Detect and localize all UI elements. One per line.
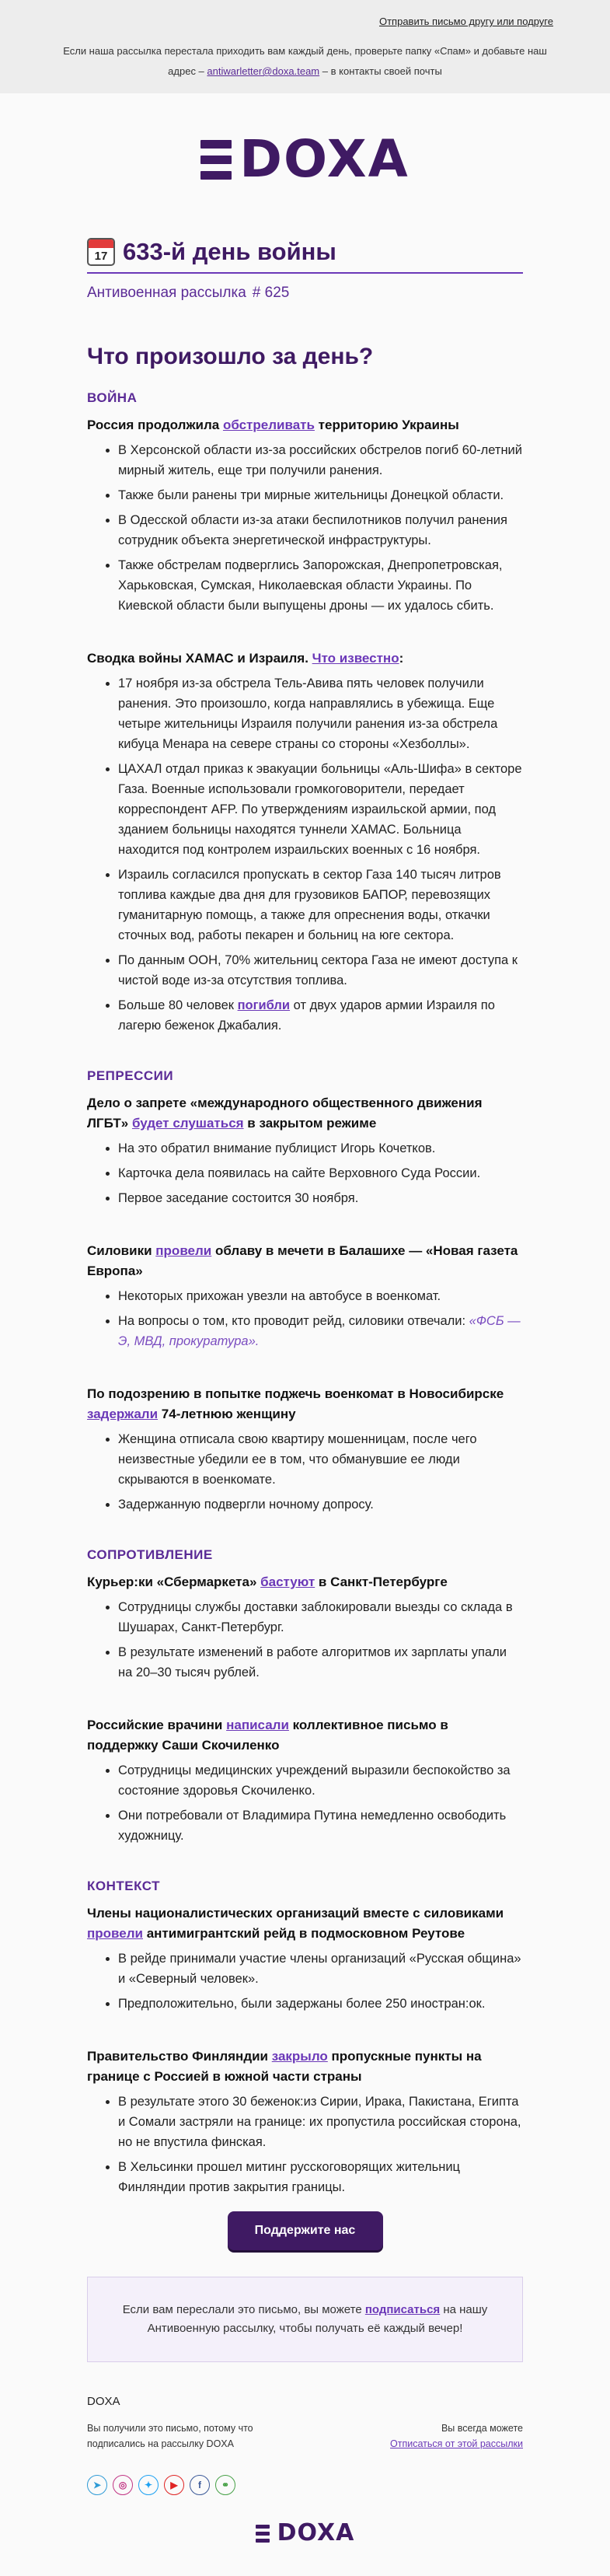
list-item: • Некоторых прихожан увезли на автобусе в военкомат. <box>118 1286 523 1306</box>
list-item: • В результате изменений в работе алгоритмов их зарплаты упали на 20–30 тысяч рублей. <box>118 1642 523 1683</box>
footer-logo-text: DOXA <box>277 2519 355 2546</box>
subscribe-box: Если вам переслали это письмо, вы можете подписаться на нашу Антивоенную рассылку, чтобы получать её каждый вечер! <box>87 2277 523 2362</box>
main-title: Что произошло за день? <box>87 344 374 369</box>
list-item: • В рейде принимали участие члены организаций «Русская община» и «Северный человек». <box>118 1949 523 1989</box>
bullet-list <box>87 1138 523 1208</box>
list-item: • Израиль согласился пропускать в сектор Газа 140 тысяч литров топлива каждые два дня для грузовиков БАПОР, перевозящих гуманитарную помощь, а также для опреснения воды, откачки сточных вод, работы пекарен и больниц на юге сектора. <box>118 865 523 945</box>
story-title: Члены националистических организаций вместе с силовиками провели антимигрантский рейд в подмосковном Реутове <box>87 1906 504 1941</box>
story-link[interactable]: Что известно <box>312 651 399 666</box>
list-item: • В результате этого 30 беженок:из Сирии, Ирака, Пакистана, Египта и Сомали застряли на границе: их пропустила российская сторона, но не впустила финская. <box>118 2092 523 2152</box>
story-title: Курьер:ки «Сбермаркета» бастуют в Санкт-Петербурге <box>87 1575 448 1589</box>
story-link[interactable]: провели <box>87 1926 143 1941</box>
list-item: • Сотрудницы медицинских учреждений выразили беспокойство за состояние здоровья Скочиленко. <box>118 1760 523 1801</box>
issue-number: # 625 <box>252 285 290 301</box>
list-item: • На это обратил внимание публицист Игорь Кочетков. <box>118 1138 523 1159</box>
story-link[interactable]: провели <box>155 1243 212 1258</box>
bullet-list <box>87 2092 523 2197</box>
story <box>87 1715 523 1846</box>
story-title: Правительство Финляндии закрыло пропускные пункты на границе с Россией в южной части страны <box>87 2049 482 2084</box>
email-preheader <box>0 0 610 93</box>
story-link[interactable]: погибли <box>237 998 291 1012</box>
calendar-icon: 17 <box>87 238 115 266</box>
spam-note <box>57 41 553 82</box>
unsubscribe-block <box>352 2420 523 2452</box>
category-context: КОНТЕКСТ <box>87 1879 160 1893</box>
bullet-list <box>87 1286 523 1351</box>
list-item: • В Одесской области из-за атаки беспилотников получил ранения сотрудник объекта энергетической инфраструктуры. <box>118 510 523 551</box>
unsubscribe-link[interactable]: Отписаться от этой рассылки <box>390 2438 523 2449</box>
story-title: Силовики провели облаву в мечети в Балашихе — «Новая газета Европа» <box>87 1243 518 1278</box>
facebook-icon[interactable]: f <box>190 2475 210 2495</box>
spam-note-text-end: – в контакты своей почты <box>322 65 442 77</box>
bullet-list <box>87 440 523 616</box>
header-logo[interactable] <box>87 93 523 210</box>
story-title: Дело о запрете «международного общественного движения ЛГБТ» будет слушаться в закрытом режиме <box>87 1096 483 1131</box>
footer-brand: DOXA <box>87 2395 120 2408</box>
telegram-icon[interactable]: ➤ <box>87 2475 107 2495</box>
list-item: • 17 ноября из-за обстрела Тель-Авива пять человек получили ранения. Это произошло, когда направлялись в убежища. Еще четыре жительницы Израиля получили ранения из-за обстрела кибуца Менара на севере страны со стороны «Хезболлы». <box>118 673 523 754</box>
instagram-icon[interactable]: ◎ <box>113 2475 133 2495</box>
story <box>87 1903 523 2014</box>
list-item: • Женщина отписала свою квартиру мошенницам, после чего неизвестные убедили ее в том, что обманувшие ее люди скрываются в военкомате. <box>118 1429 523 1490</box>
story-title: Сводка войны ХАМАС и Израиля. Что известно: <box>87 651 404 666</box>
story-link[interactable]: закрыло <box>271 2049 328 2064</box>
list-item: • Они потребовали от Владимира Путина немедленно освободить художницу. <box>118 1805 523 1846</box>
subscribe-link[interactable]: подписаться <box>364 2303 441 2316</box>
newsletter-subtitle <box>87 285 523 302</box>
list-item: • Карточка дела появилась на сайте Верховного Суда России. <box>118 1163 523 1183</box>
story <box>87 1241 523 1351</box>
footer-logo[interactable] <box>87 2519 523 2546</box>
doxa-logo-text: DOXA <box>239 129 410 189</box>
story <box>87 415 523 616</box>
list-item: • В Хельсинки прошел митинг русскоговорящих жительниц Финляндии против закрытия границы. <box>118 2157 523 2197</box>
story-title: Российские врачини написали коллективное письмо в поддержку Саши Скочиленко <box>87 1718 448 1753</box>
category-resistance: СОПРОТИВЛЕНИЕ <box>87 1547 213 1562</box>
story <box>87 648 523 1036</box>
day-title <box>87 238 523 274</box>
social-links <box>87 2475 523 2495</box>
list-item: • По данным ООН, 70% жительниц сектора Газа не имеют доступа к чистой воде из-за отсутствия топлива. <box>118 950 523 991</box>
newsletter-email-link[interactable]: antiwarletter@doxa.team <box>207 65 320 77</box>
story-link[interactable]: написали <box>226 1718 289 1732</box>
spam-note-text: Если наша рассылка перестала приходить вам каждый день, проверьте папку «Спам» и добавьте наш адрес – <box>63 45 547 77</box>
category-repressions: РЕПРЕССИИ <box>87 1068 174 1083</box>
story <box>87 1384 523 1515</box>
doxa-logo-mark-icon <box>200 140 232 180</box>
link-icon[interactable]: ⚭ <box>215 2475 235 2495</box>
doxa-logo-mark-icon <box>256 2525 270 2543</box>
list-item: • Также были ранены три мирные жительницы Донецкой области. <box>118 485 523 505</box>
bullet-list <box>87 673 523 1036</box>
footer-info <box>87 2420 523 2452</box>
story <box>87 1093 523 1208</box>
bullet-list <box>87 1949 523 2014</box>
day-title-text: 633-й день войны <box>123 238 336 265</box>
twitter-icon[interactable]: ✦ <box>138 2475 159 2495</box>
story <box>87 2046 523 2197</box>
quote-text: «ФСБ — Э, МВД, прокуратура». <box>118 1314 521 1348</box>
bullet-list <box>87 1760 523 1846</box>
story-link[interactable]: будет слушаться <box>131 1116 244 1131</box>
list-item: • Первое заседание состоится 30 ноября. <box>118 1188 523 1208</box>
story-link[interactable]: обстреливать <box>222 418 315 432</box>
list-item: • На вопросы о том, кто проводит рейд, силовики отвечали: «ФСБ — Э, МВД, прокуратура». <box>118 1311 523 1351</box>
support-us-button[interactable]: Поддержите нас <box>228 2211 383 2250</box>
story-link[interactable]: бастуют <box>260 1575 315 1589</box>
list-item: • В Херсонской области из-за российских обстрелов погиб 60-летний мирный житель, еще три получили ранения. <box>118 440 523 481</box>
category-war: ВОЙНА <box>87 390 138 405</box>
story-link[interactable]: задержали <box>87 1407 159 1421</box>
bullet-list <box>87 1597 523 1683</box>
subscription-reason: Вы получили это письмо, потому что подписались на рассылку DOXA <box>87 2423 253 2449</box>
list-item: • Предположительно, были задержаны более 250 иностран:ок. <box>118 1994 523 2014</box>
list-item: • ЦАХАЛ отдал приказ к эвакуации больницы «Аль-Шифа» в секторе Газа. Военные использовали громкоговорители, передает корреспондент AFP. По утверждениям израильской армии, под зданием больницы находятся туннели ХАМАС. Больница находится под контролем израильских военных с 16 ноября. <box>118 759 523 860</box>
youtube-icon[interactable]: ▶ <box>164 2475 184 2495</box>
forward-to-friend-link[interactable]: Отправить письмо другу или подруге <box>378 16 553 27</box>
bullet-list <box>87 1429 523 1515</box>
newsletter-name: Антивоенная рассылка <box>87 285 246 301</box>
story-title: Россия продолжила обстреливать территорию Украины <box>87 418 459 432</box>
story-title: По подозрению в попытке поджечь военкомат в Новосибирске задержали 74-летнюю женщину <box>87 1386 504 1421</box>
list-item: • Больше 80 человек погибли от двух ударов армии Израиля по лагерю беженок Джабалия. <box>118 995 523 1036</box>
always-can-text: Вы всегда можете <box>441 2423 523 2434</box>
list-item: • Также обстрелам подверглись Запорожская, Днепропетровская, Харьковская, Сумская, Николаевская области Украины. По Киевской области были выпущены дроны — их удалось сбить. <box>118 555 523 616</box>
list-item: • Задержанную подвергли ночному допросу. <box>118 1494 523 1515</box>
list-item: • Сотрудницы службы доставки заблокировали выезды со склада в Шушарах, Санкт-Петербург. <box>118 1597 523 1638</box>
story <box>87 1572 523 1683</box>
